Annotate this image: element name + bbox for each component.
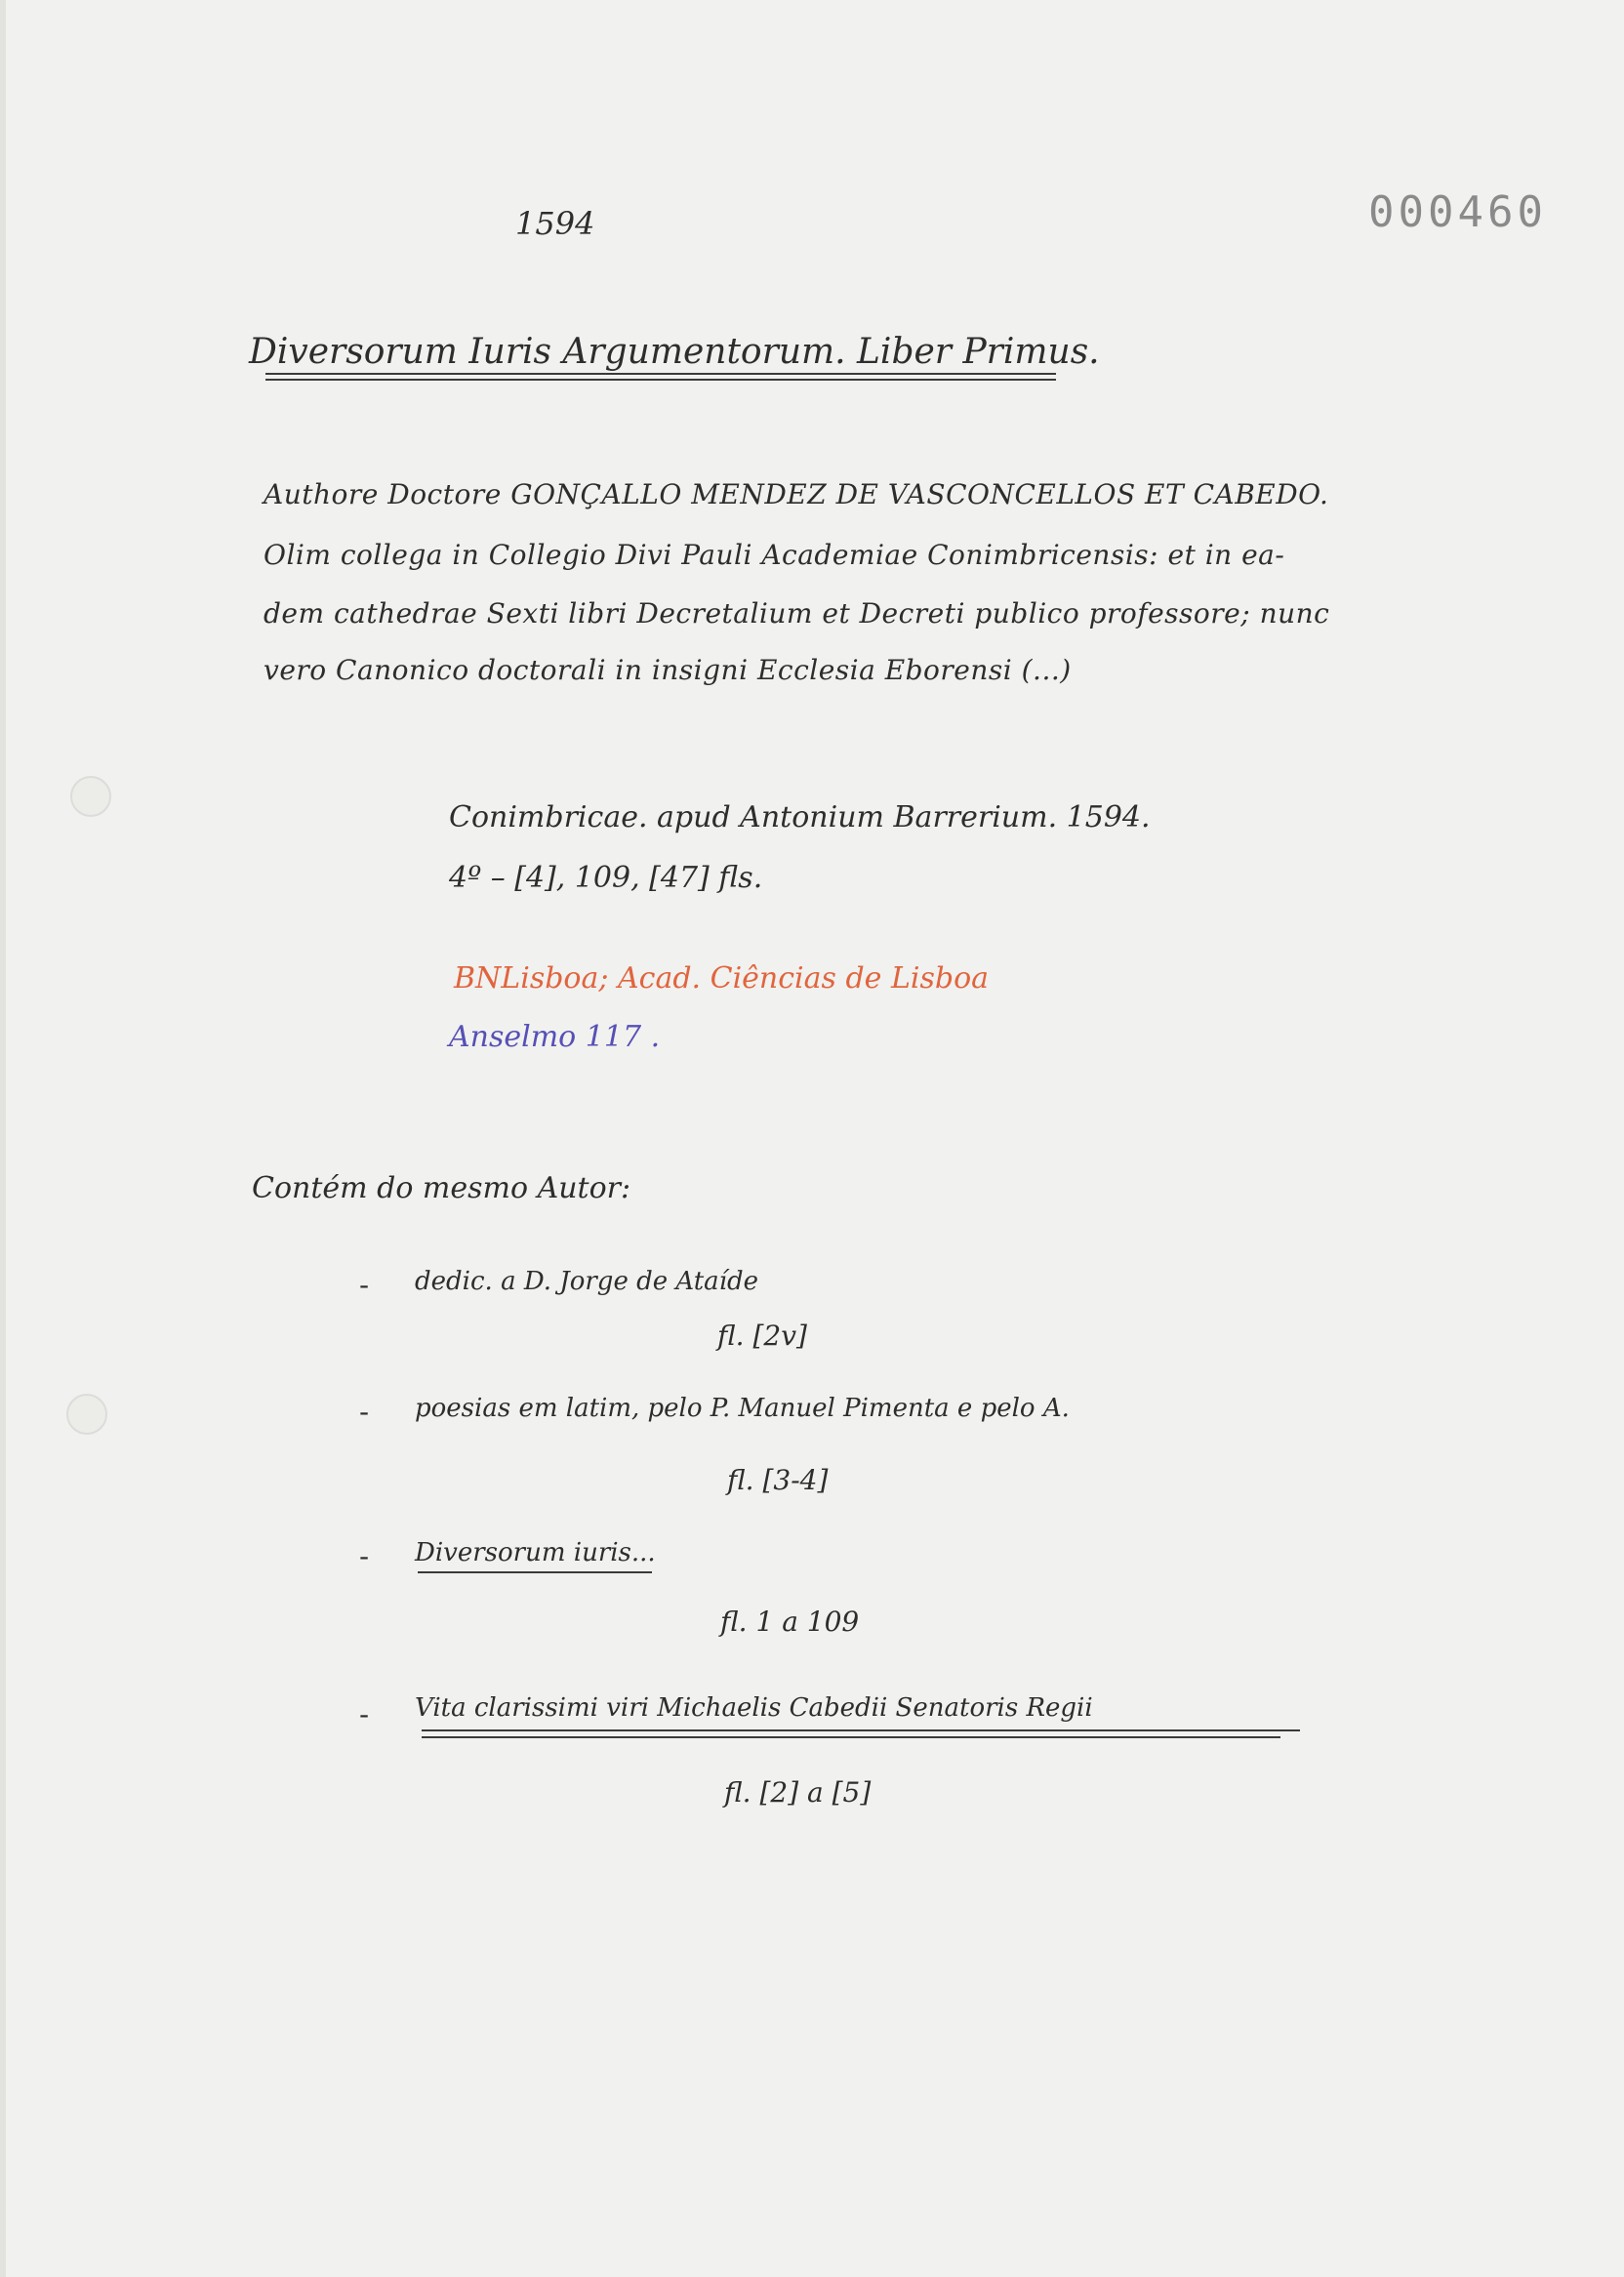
contents-item-folio: fl. [2v] [717,1320,807,1352]
list-dash: - [359,1540,370,1572]
contents-item-vita: Vita clarissimi viri Michaelis Cabedii Senatoris Regii [415,1693,1093,1723]
list-dash: - [359,1269,370,1301]
list-dash: - [359,1396,370,1428]
year-label: 1594 [515,205,595,242]
punch-hole-top [70,776,111,817]
contents-item-folio: fl. 1 a 109 [720,1606,860,1638]
author-line-2: Olim collega in Collegio Divi Pauli Academiae Conimbricensis: et in ea- [264,539,1285,571]
author-line-4: vero Canonico doctorali in insigni Ecclesia Eborensi (...) [264,654,1072,686]
contents-item-folio: fl. [2] a [5] [724,1776,872,1809]
holding-libraries: BNLisboa; Acad. Ciências de Lisboa [454,961,990,996]
scan-edge [0,0,6,2277]
punch-hole-bottom [66,1394,107,1435]
item-underline [418,1571,652,1573]
catalog-stamp-number: 000460 [1368,187,1547,237]
item-underline [422,1729,1300,1731]
author-line-3: dem cathedrae Sexti libri Decretalium et Decreti publico professore; nunc [264,597,1330,630]
contents-item-diversorum: Diversorum iuris... [415,1538,656,1567]
contents-item-poems: poesias em latim, pelo P. Manuel Pimenta e pelo A. [415,1394,1070,1423]
item-underline-double [422,1736,1280,1738]
bibliography-reference: Anselmo 117 . [449,1020,661,1054]
imprint-place-printer: Conimbricae. apud Antonium Barrerium. 1594. [449,800,1151,834]
work-title: Diversorum Iuris Argumentorum. Liber Primus. [249,332,1100,372]
contents-item-dedication: dedic. a D. Jorge de Ataíde [415,1267,759,1296]
title-underline [265,373,1056,375]
contents-item-folio: fl. [3-4] [727,1464,829,1496]
author-line-1: Authore Doctore GONÇALLO MENDEZ DE VASCONCELLOS ET CABEDO. [264,478,1329,510]
contents-heading: Contém do mesmo Autor: [252,1171,631,1205]
imprint-collation: 4º – [4], 109, [47] fls. [449,861,763,895]
list-dash: - [359,1698,370,1730]
title-underline-double [265,379,1056,381]
